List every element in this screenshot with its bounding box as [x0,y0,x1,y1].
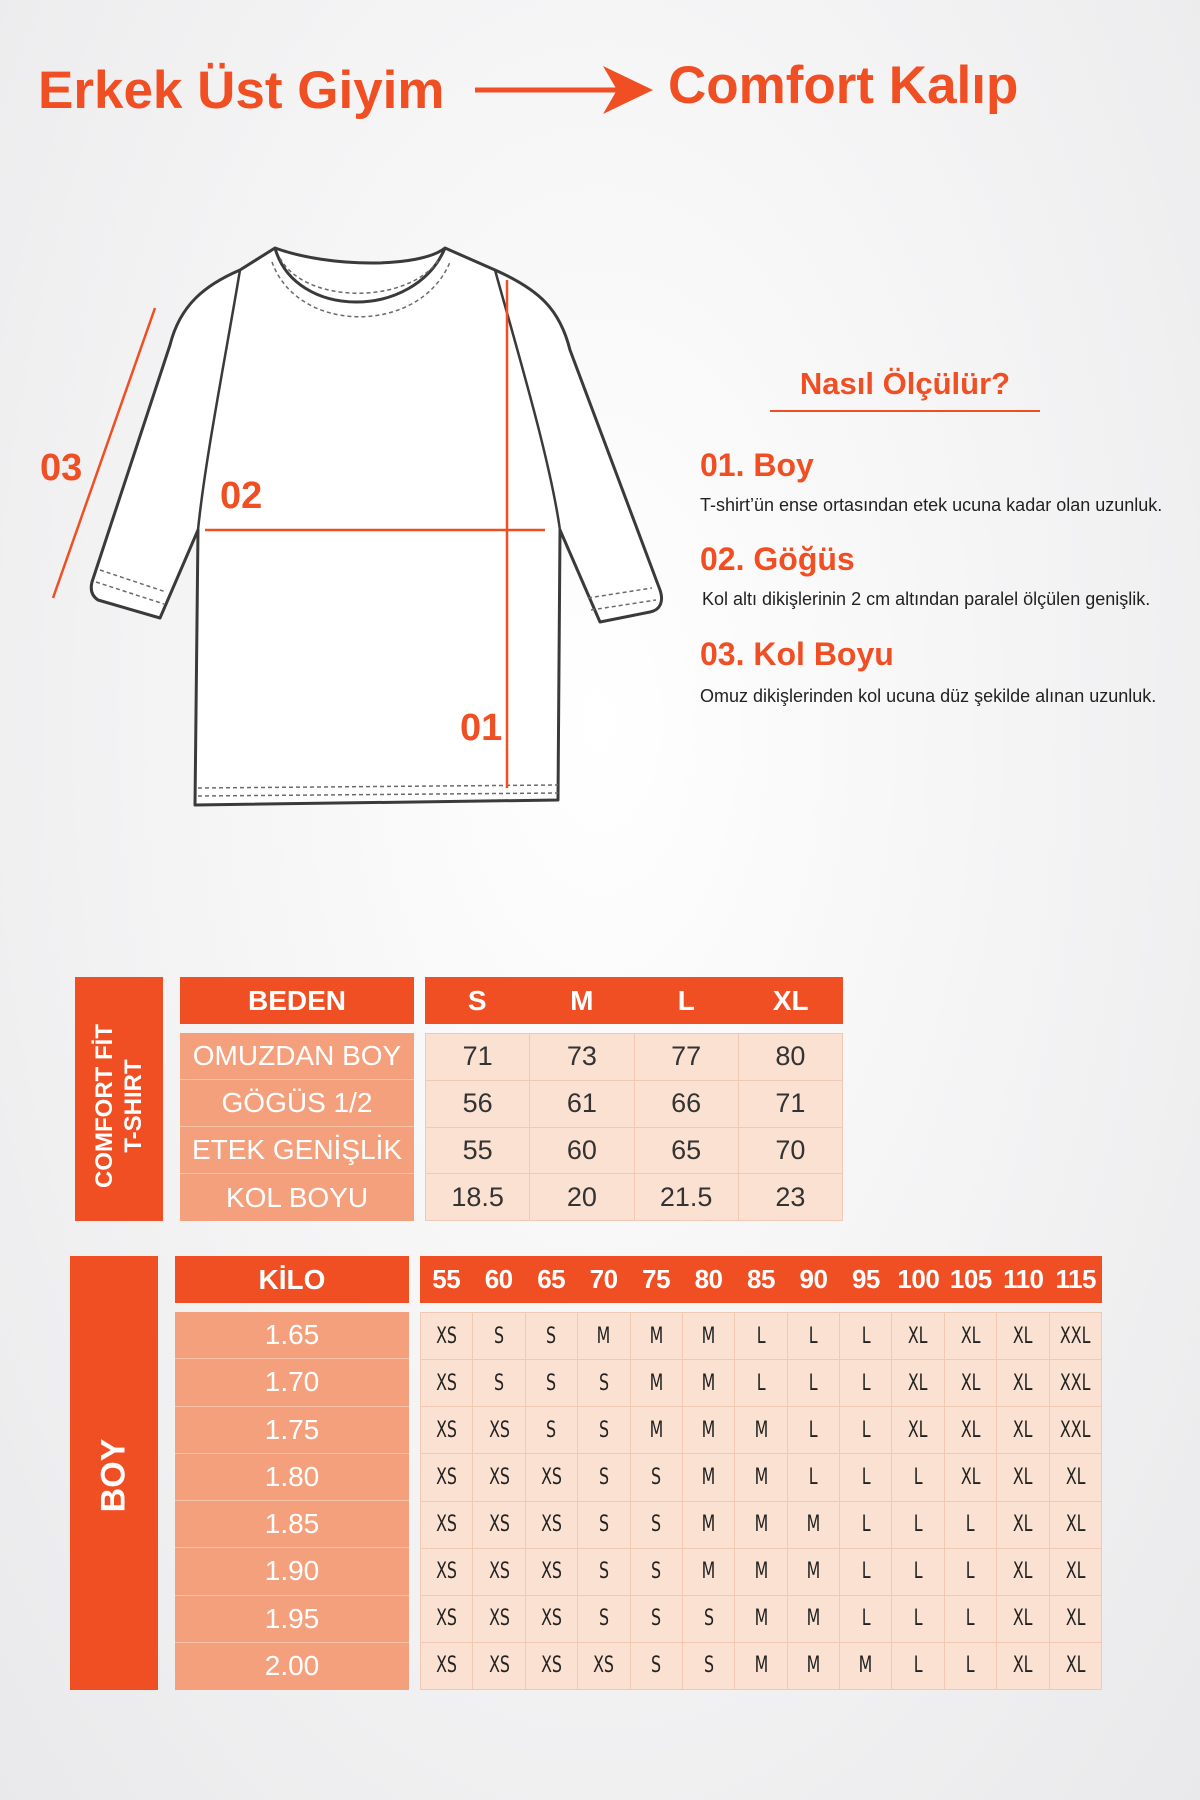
size-header-s: S [425,977,530,1024]
size-measure-cell: 61 [530,1081,634,1128]
size-recommendation-text: XS [436,1653,458,1679]
size-recommendation-cell [631,1313,683,1360]
size-recommendation-cell [840,1313,892,1360]
size-recommendation-cell [631,1596,683,1643]
size-recommendation-cell [526,1502,578,1549]
size-recommendation-cell [631,1502,683,1549]
measure-desc-gogus: Kol altı dikişlerinin 2 cm altından paralel ölçülen genişlik. [702,589,1151,609]
size-recommendation-text: XL [1013,1323,1033,1349]
size-measure-cell: 73 [530,1034,634,1081]
size-recommendation-text: XS [540,1512,562,1538]
weight-header-cell: 95 [840,1256,892,1303]
weight-header-cell: 115 [1050,1256,1102,1303]
side-label-line2: T-SHIRT [120,1059,147,1153]
size-recommendation-cell [892,1502,944,1549]
size-recommendation-cell [788,1502,840,1549]
size-recommendation-text: M [754,1512,768,1538]
arrow-right-icon [475,60,655,120]
weight-header-cell: 85 [735,1256,787,1303]
size-recommendation-text: S [598,1512,609,1538]
size-measure-cell: 20 [530,1174,634,1221]
size-recommendation-cell [473,1454,525,1501]
size-recommendation-text: S [494,1323,505,1349]
size-recommendation-cell [997,1549,1049,1596]
size-recommendation-text: XS [488,1464,510,1490]
size-recommendation-cell [997,1643,1049,1690]
measure-heading-boy: 01. Boy [700,447,814,483]
size-recommendation-cell [840,1549,892,1596]
label-01: 01 [460,707,503,749]
size-header-l: L [634,977,739,1024]
size-recommendation-text: M [701,1559,716,1585]
size-recommendation-text: M [649,1370,664,1396]
size-recommendation-cell [421,1313,473,1360]
how-to-measure-title: Nasıl Ölçülür? [770,366,1040,412]
size-recommendation-cell [945,1549,997,1596]
side-label-line1: COMFORT FİT [91,1024,118,1188]
size-recommendation-cell [631,1360,683,1407]
size-recommendation-cell [892,1643,944,1690]
size-recommendation-cell [473,1596,525,1643]
size-recommendation-text: XS [436,1417,458,1443]
size-recommendation-text: XL [908,1370,928,1396]
size-recommendation-text: M [649,1323,664,1349]
size-measure-cell: 18.5 [426,1174,530,1221]
size-recommendation-cell [1050,1643,1102,1690]
size-recommendation-cell [788,1643,840,1690]
label-03: 03 [40,447,83,489]
size-recommendation-cell [735,1407,787,1454]
size-recommendation-cell [735,1596,787,1643]
size-recommendation-text: XS [593,1653,615,1679]
size-measure-cell: 80 [739,1034,843,1081]
size-recommendation-text: S [598,1559,609,1585]
size-recommendation-text: L [913,1464,923,1490]
row-label-etek-genislik: ETEK GENİŞLİK [180,1127,414,1174]
size-recommendation-text: S [598,1370,609,1396]
size-recommendation-text: S [651,1559,662,1585]
size-recommendation-cell [683,1643,735,1690]
size-recommendation-cell [578,1643,630,1690]
size-recommendation-text: S [598,1464,609,1490]
size-recommendation-cell [945,1313,997,1360]
size-recommendation-cell [473,1313,525,1360]
size-recommendation-cell [945,1454,997,1501]
size-recommendation-text: M [806,1559,821,1585]
height-label: 1.90 [175,1548,409,1595]
size-recommendation-cell [683,1407,735,1454]
title-erkek-ust-giyim: Erkek Üst Giyim [38,61,445,120]
size-recommendation-cell [735,1643,787,1690]
size-measure-cell: 23 [739,1174,843,1221]
size-recommendation-text: L [966,1559,975,1585]
size-measure-cell: 66 [635,1081,739,1128]
size-recommendation-text: M [858,1653,873,1679]
height-label: 1.80 [175,1454,409,1501]
height-label: 1.75 [175,1407,409,1454]
size-recommendation-text: L [861,1559,871,1585]
size-recommendation-cell [997,1407,1049,1454]
size-recommendation-text: XL [1013,1653,1033,1679]
size-recommendation-text: L [966,1606,975,1632]
height-label: 1.85 [175,1501,409,1548]
size-recommendation-cell [892,1454,944,1501]
size-recommendation-cell [945,1407,997,1454]
size-recommendation-text: S [598,1417,609,1443]
size-recommendation-text: M [649,1417,664,1443]
weight-header-cell: 75 [630,1256,682,1303]
comfort-fit-side-label [75,977,163,1221]
kilo-header: KİLO [175,1256,409,1303]
size-header-row [425,977,843,1024]
size-recommendation-cell [997,1360,1049,1407]
height-label-column [175,1312,409,1690]
size-recommendation-text: L [808,1417,818,1443]
size-recommendation-cell [578,1502,630,1549]
size-recommendation-text: XL [1013,1370,1033,1396]
size-recommendation-cell [945,1643,997,1690]
size-measure-cell: 71 [426,1034,530,1081]
size-recommendation-text: XL [1013,1606,1033,1632]
size-recommendation-cell [473,1549,525,1596]
size-recommendation-text: M [806,1606,821,1632]
size-recommendation-cell [421,1643,473,1690]
height-label: 1.70 [175,1359,409,1406]
size-recommendation-cell [473,1407,525,1454]
size-recommendation-text: XS [436,1323,458,1349]
size-recommendation-cell [788,1596,840,1643]
size-recommendation-cell [997,1454,1049,1501]
size-recommendation-cell [631,1549,683,1596]
size-recommendation-text: XL [908,1323,928,1349]
weight-header-cell: 70 [577,1256,629,1303]
beden-header: BEDEN [180,977,414,1024]
size-measure-cell: 77 [635,1034,739,1081]
size-recommendation-text: XS [488,1559,510,1585]
size-recommendation-cell [1050,1454,1102,1501]
size-recommendation-cell [892,1407,944,1454]
size-recommendation-text: S [651,1464,662,1490]
size-recommendation-cell [526,1643,578,1690]
size-recommendation-text: XS [540,1559,562,1585]
size-recommendation-text: M [701,1370,716,1396]
size-recommendation-text: XL [1013,1464,1033,1490]
size-recommendation-cell [788,1407,840,1454]
size-recommendation-text: L [913,1512,923,1538]
size-recommendation-cell [683,1313,735,1360]
size-recommendation-text: L [861,1512,871,1538]
size-recommendation-text: M [701,1464,716,1490]
size-recommendation-cell [421,1360,473,1407]
size-recommendation-text: M [754,1417,768,1443]
height-label: 2.00 [264,1650,320,1682]
size-recommendation-text: XL [960,1323,981,1349]
label-02: 02 [220,475,263,517]
size-recommendation-cell [473,1502,525,1549]
size-recommendation-cell [840,1360,892,1407]
size-recommendation-text: S [546,1370,557,1396]
size-measure-cell: 70 [739,1128,843,1175]
size-recommendation-text: M [754,1464,768,1490]
size-recommendation-cell [892,1313,944,1360]
size-recommendation-text: S [651,1512,662,1538]
measure-heading-gogus: 02. Göğüs [700,541,855,577]
size-recommendation-cell [631,1643,683,1690]
tshirt-illustration [40,240,700,830]
size-header-m: M [530,977,635,1024]
weight-header-cell: 65 [525,1256,577,1303]
row-label-gogus: GÖGÜS 1/2 [180,1080,414,1127]
size-measure-cell: 56 [426,1081,530,1128]
size-recommendation-cell [526,1313,578,1360]
size-recommendation-cell [840,1407,892,1454]
size-recommendation-text: L [808,1370,818,1396]
size-recommendation-cell [840,1454,892,1501]
size-recommendation-cell [1050,1360,1102,1407]
size-recommendation-cell [840,1596,892,1643]
size-recommendation-text: XL [908,1417,928,1443]
size-recommendation-cell [421,1549,473,1596]
size-recommendation-text: S [598,1606,609,1632]
size-recommendation-text: XS [436,1464,458,1490]
size-recommendation-cell [526,1454,578,1501]
size-recommendation-text: L [861,1417,871,1443]
size-recommendation-text: XL [960,1417,981,1443]
size-recommendation-text: L [861,1323,871,1349]
size-measure-cell: 55 [426,1128,530,1175]
size-recommendation-cell [1050,1313,1102,1360]
size-recommendation-cell [945,1502,997,1549]
title-comfort-kalip: Comfort Kalıp [668,56,1019,115]
size-recommendation-text: L [808,1464,818,1490]
size-recommendation-cell [631,1454,683,1501]
size-recommendation-cell [735,1454,787,1501]
size-recommendation-cell [526,1407,578,1454]
size-recommendation-cell [526,1549,578,1596]
size-recommendation-text: XL [1065,1512,1086,1538]
size-recommendation-cell [1050,1596,1102,1643]
size-recommendation-cell [840,1502,892,1549]
size-recommendation-text: S [651,1606,662,1632]
size-recommendation-text: XXL [1060,1417,1091,1443]
size-recommendation-text: XS [436,1559,458,1585]
size-recommendation-text: XS [488,1606,510,1632]
size-recommendation-cell [683,1360,735,1407]
size-recommendation-text: XL [1013,1512,1033,1538]
size-recommendation-cell [892,1596,944,1643]
size-recommendation-text: M [597,1323,611,1349]
size-recommendation-text: XS [436,1512,458,1538]
size-recommendation-cell [683,1502,735,1549]
size-recommendation-text: L [966,1653,975,1679]
size-header-xl: XL [739,977,844,1024]
size-recommendation-text: XS [488,1417,510,1443]
size-recommendation-text: XS [488,1512,510,1538]
size-recommendation-cell [1050,1502,1102,1549]
size-recommendation-text: XS [436,1606,458,1632]
size-recommendation-text: L [913,1559,923,1585]
size-recommendation-cell [997,1596,1049,1643]
size-recommendation-cell [578,1407,630,1454]
size-recommendation-text: S [651,1653,662,1679]
measure-heading-kol-boyu: 03. Kol Boyu [700,636,894,672]
size-recommendation-text: XL [1065,1559,1086,1585]
size-recommendation-text: XS [488,1653,510,1679]
size-recommendation-cell [578,1596,630,1643]
size-measure-cell: 60 [530,1128,634,1175]
size-recommendation-text: L [966,1512,975,1538]
size-recommendation-text: S [546,1417,557,1443]
size-recommendation-text: L [861,1370,871,1396]
size-recommendation-text: XL [960,1370,981,1396]
size-measure-cell: 21.5 [635,1174,739,1221]
size-recommendation-cell [1050,1549,1102,1596]
size-recommendation-cell [421,1502,473,1549]
size-recommendation-cell [788,1549,840,1596]
size-recommendation-cell [945,1360,997,1407]
size-recommendation-grid [420,1312,1102,1690]
size-recommendation-cell [473,1643,525,1690]
size-recommendation-cell [421,1454,473,1501]
size-recommendation-cell [735,1313,787,1360]
size-recommendation-text: M [806,1512,821,1538]
size-recommendation-cell [578,1313,630,1360]
measure-desc-boy: T-shirt’ün ense ortasından etek ucuna kadar olan uzunluk. [700,495,1163,515]
size-recommendation-text: XS [540,1464,562,1490]
size-recommendation-text: XL [1065,1653,1086,1679]
size-recommendation-text: XL [960,1464,981,1490]
size-recommendation-text: XXL [1060,1323,1091,1349]
size-recommendation-cell [578,1454,630,1501]
size-recommendation-text: S [703,1653,714,1679]
weight-header-cell: 105 [945,1256,997,1303]
size-recommendation-text: L [861,1606,871,1632]
weight-header-cell: 60 [472,1256,524,1303]
size-recommendation-cell [788,1454,840,1501]
size-recommendation-text: XL [1065,1464,1086,1490]
size-recommendation-text: M [754,1559,768,1585]
weight-header-cell: 55 [420,1256,472,1303]
size-recommendation-text: L [913,1653,923,1679]
size-recommendation-text: L [756,1370,766,1396]
size-measure-grid [425,1033,843,1221]
size-recommendation-cell [788,1313,840,1360]
weight-header-cell: 110 [997,1256,1049,1303]
size-recommendation-text: M [754,1653,768,1679]
size-recommendation-text: L [808,1323,818,1349]
size-measure-cell: 65 [635,1128,739,1175]
size-recommendation-cell [997,1313,1049,1360]
size-recommendation-text: M [754,1606,768,1632]
size-recommendation-cell [735,1549,787,1596]
size-recommendation-cell [1050,1407,1102,1454]
size-recommendation-cell [788,1360,840,1407]
size-recommendation-text: L [756,1323,766,1349]
size-recommendation-cell [631,1407,683,1454]
size-recommendation-text: L [861,1464,871,1490]
boy-side-text: BOY [94,1438,133,1513]
size-recommendation-cell [735,1360,787,1407]
size-recommendation-cell [473,1360,525,1407]
size-recommendation-text: M [701,1417,716,1443]
size-recommendation-cell [683,1596,735,1643]
size-recommendation-text: XS [540,1606,562,1632]
size-recommendation-text: S [494,1370,505,1396]
size-recommendation-text: XXL [1060,1370,1091,1396]
size-recommendation-cell [683,1549,735,1596]
size-recommendation-text: S [703,1606,714,1632]
weight-header-cell: 80 [682,1256,734,1303]
size-recommendation-text: M [701,1323,716,1349]
row-label-kol-boyu: KOL BOYU [225,1181,369,1213]
size-recommendation-text: XL [1065,1606,1086,1632]
measure-desc-kol-boyu: Omuz dikişlerinden kol ucuna düz şekilde alınan uzunluk. [700,686,1157,706]
size-recommendation-text: XS [436,1370,458,1396]
size-recommendation-cell [421,1596,473,1643]
size-recommendation-cell [735,1502,787,1549]
size-recommendation-cell [945,1596,997,1643]
size-recommendation-cell [526,1360,578,1407]
weight-header-cell: 100 [892,1256,944,1303]
size-recommendation-cell [683,1454,735,1501]
size-recommendation-cell [997,1502,1049,1549]
size-recommendation-text: M [701,1512,716,1538]
size-recommendation-cell [892,1360,944,1407]
height-label: 1.65 [175,1312,409,1359]
size-recommendation-cell [578,1549,630,1596]
weight-header-cell: 90 [787,1256,839,1303]
size-recommendation-text: L [913,1606,923,1632]
size-recommendation-cell [578,1360,630,1407]
row-label-omuzdan-boy: OMUZDAN BOY [180,1033,414,1080]
height-label: 1.95 [175,1596,409,1643]
size-recommendation-cell [421,1407,473,1454]
weight-header-row [420,1256,1102,1303]
size-recommendation-text: S [546,1323,557,1349]
size-recommendation-cell [526,1596,578,1643]
measure-label-column [180,1033,414,1221]
boy-side-label [70,1256,158,1690]
size-recommendation-text: M [806,1653,821,1679]
size-recommendation-cell [892,1549,944,1596]
size-recommendation-cell [840,1643,892,1690]
size-measure-cell: 71 [739,1081,843,1128]
size-recommendation-text: XL [1013,1417,1033,1443]
size-recommendation-text: XL [1013,1559,1033,1585]
size-recommendation-text: XS [540,1653,562,1679]
